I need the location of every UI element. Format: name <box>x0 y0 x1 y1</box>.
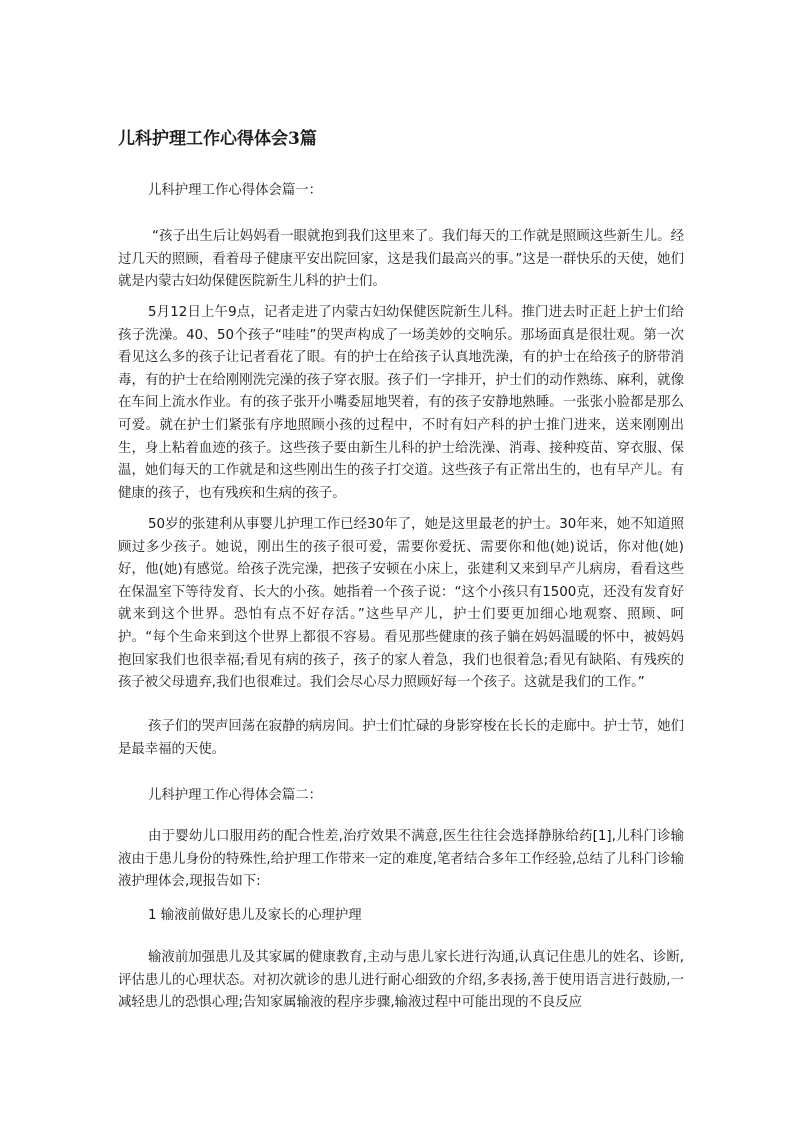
subsection-heading: 1 输液前做好患儿及家长的心理护理 <box>148 908 362 923</box>
paragraph: 输液前加强患儿及其家属的健康教育,主动与患儿家长进行沟通,认真记住患儿的姓名、诊断,评估患儿的心理状态。对初次就诊的患儿进行耐心细致的介绍,多表扬,善于使用语言进行鼓励,一减轻患儿的恐惧心理;告知家属输液的程序步骤,输液过程中可能出现的不良反应 <box>118 950 684 1011</box>
document-title: 儿科护理工作心得体会3篇 <box>118 129 317 149</box>
paragraph: “孩子出生后让妈妈看一眼就抱到我们这里来了。我们每天的工作就是照顾这些新生儿。经过几天的照顾，看着母子健康平安出院回家，这是我们最高兴的事。”这是一群快乐的天使，她们就是内蒙古妇幼保健医院新生儿科的护士们。 <box>118 229 684 290</box>
section-heading-1: 儿科护理工作心得体会篇一： <box>148 183 323 198</box>
paragraph: 5月12日上午9点，记者走进了内蒙古妇幼保健医院新生儿科。推门进去时正赶上护士们给孩子洗澡。40、50个孩子“哇哇”的哭声构成了一场美妙的交响乐。那场面真是很壮观。第一次看见这么多的孩子让记者看花了眼。有的护士在给孩子认真地洗澡，有的护士在给孩子的脐带消毒，有的护士在给刚刚洗完澡的孩子穿衣服。孩子们一字排开，护士们的动作熟练、麻利，就像在车间上流水作业。有的孩子张开小嘴委屈地哭着，有的孩子安静地熟睡。一张张小脸都是那么可爱。就在护士们紧张有序地照顾小孩的过程中，不时有妇产科的护士推门进来，送来刚刚出生，身上粘着血迹的孩子。这些孩子要由新生儿科的护士给洗澡、消毒、接种疫苗、穿衣服、保温，她们每天的工作就是和这些刚出生的孩子打交道。这些孩子有正常出生的，也有早产儿。有健康的孩子，也有残疾和生病的孩子。 <box>118 305 684 501</box>
paragraph: 孩子们的哭声回荡在寂静的病房间。护士们忙碌的身影穿梭在长长的走廊中。护士节，她们是最幸福的天使。 <box>118 719 684 757</box>
paragraph: 由于婴幼儿口服用药的配合性差,治疗效果不满意,医生往往会选择静脉给药[1],儿科门诊输液由于患儿身份的特殊性,给护理工作带来一定的难度,笔者结合多年工作经验,总结了儿科门诊输液护理体会,现报告如下: <box>118 829 684 890</box>
section-heading-2: 儿科护理工作心得体会篇二： <box>148 788 323 803</box>
paragraph: 50岁的张建利从事婴儿护理工作已经30年了，她是这里最老的护士。30年来，她不知道照顾过多少孩子。她说，刚出生的孩子很可爱，需要你爱抚、需要你和他(她)说话，你对他(她)好，他(她)有感觉。给孩子洗完澡，把孩子安顿在小床上，张建利又来到早产儿病房，看看这些在保温室下等待发育、长大的小孩。她指着一个孩子说：“这个小孩只有1500克，还没有发育好就来到这个世界。恐怕有点不好存活。”这些早产儿，护士们要更加细心地观察、照顾、呵护。“每个生命来到这个世界上都很不容易。看见那些健康的孩子躺在妈妈温暖的怀中，被妈妈抱回家我们也很幸福;看见有病的孩子，孩子的家人着急，我们也很着急;看见有缺陷、有残疾的孩子被父母遗弃,我们也很难过。我们会尽心尽力照顾好每一个孩子。这就是我们的工作。” <box>118 517 684 691</box>
